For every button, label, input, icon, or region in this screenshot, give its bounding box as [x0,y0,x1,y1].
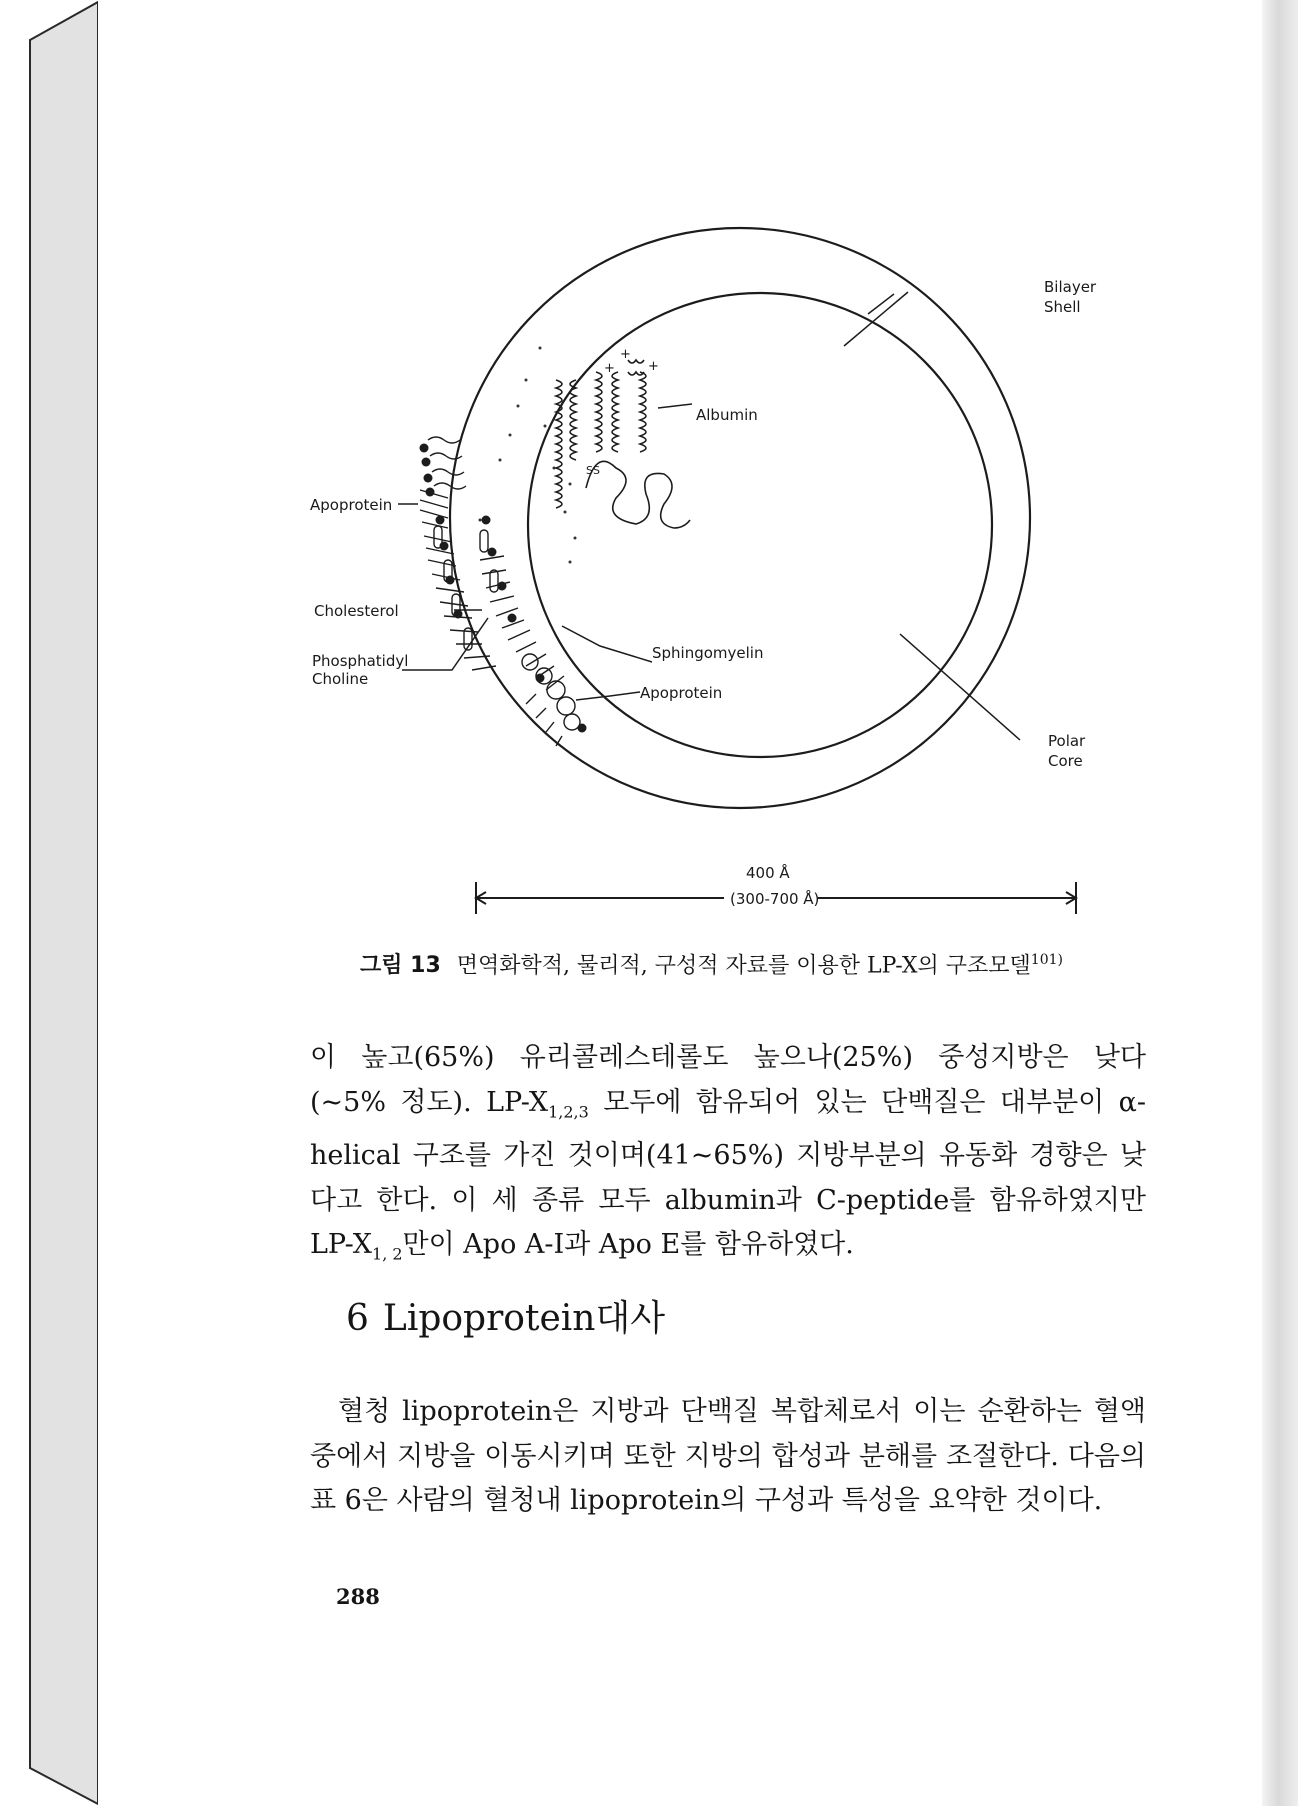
polar-core-circle [528,293,992,757]
book-spine [0,0,110,1806]
apoprotein-left-label: Apoprotein [310,496,393,514]
scale-400-label: 400 Å [746,864,790,882]
figure-caption-text: 면역화학적, 물리적, 구성적 자료를 이용한 LP-X의 구조모델 [456,953,1031,979]
section-number: 6 [346,1298,369,1339]
page-number: 288 [336,1584,380,1609]
paragraph-lipoprotein-metabolism: 혈청 lipoprotein은 지방과 단백질 복합체로서 이는 순환하는 혈액 중에서 지방을 이동시키며 또한 지방의 합성과 분해를 조절한다. 다음의 표 6은 사람의 혈청내 lipoprotein의 구성과 특성을 요약한 것이다. [310,1396,1146,1516]
svg-text:+: + [604,361,615,376]
page-edge-shadow [1262,0,1298,1806]
section-title: Lipoprotein대사 [382,1298,665,1339]
figure-caption [360,944,1140,982]
paragraph1-subscript1: 1,2,3 [548,1101,589,1121]
outer-shell-circle [450,228,1030,808]
figure-caption-label: 그림 13 [360,953,441,979]
section-heading [346,1290,665,1341]
leader-lines [398,292,1020,740]
lipid-bilayer-segment [420,490,580,746]
apoprotein-right-label: Apoprotein [640,684,723,702]
paragraph-lpx-composition [310,1036,1146,1277]
svg-text:+: + [648,359,659,374]
bilayer-label: Bilayer [1044,278,1097,296]
shell-label-text: Shell [1044,298,1081,316]
albumin-label: Albumin [696,406,758,424]
paragraph1-part2: 모두에 함유되어 있는 단백질은 대부분이 α-helical 구조를 가진 것이며(41~65%) 지방부분의 유동화 경향은 낮다고 한다. 이 세 종류 모두 albumin과 C-peptide를 함유하였지만 LP-X [310,1086,1146,1261]
choline-label: Choline [312,670,369,688]
paragraph1-part1: 이 높고(65%) 유리콜레스테롤도 높으나(25%) 중성지방은 낮다 (~5% 정도). LP-X [310,1042,1146,1118]
scale-range-label: (300-700 Å) [730,890,820,908]
figure-caption-ref: 101) [1030,952,1063,968]
svg-text:+: + [620,347,631,362]
ss-label: SS [586,464,600,477]
cholesterol-label: Cholesterol [314,602,399,620]
paragraph1-part3: 만이 Apo A-Ⅰ과 Apo E를 함유하였다. [402,1229,854,1261]
paragraph1-subscript2: 1, 2 [372,1244,403,1264]
phosphatidyl-label: Phosphatidyl [312,652,409,670]
lp-x-structure-figure [310,230,1140,940]
polar-label: Polar [1048,732,1086,750]
sphingomyelin-label: Sphingomyelin [652,644,764,662]
core-label: Core [1048,752,1083,770]
